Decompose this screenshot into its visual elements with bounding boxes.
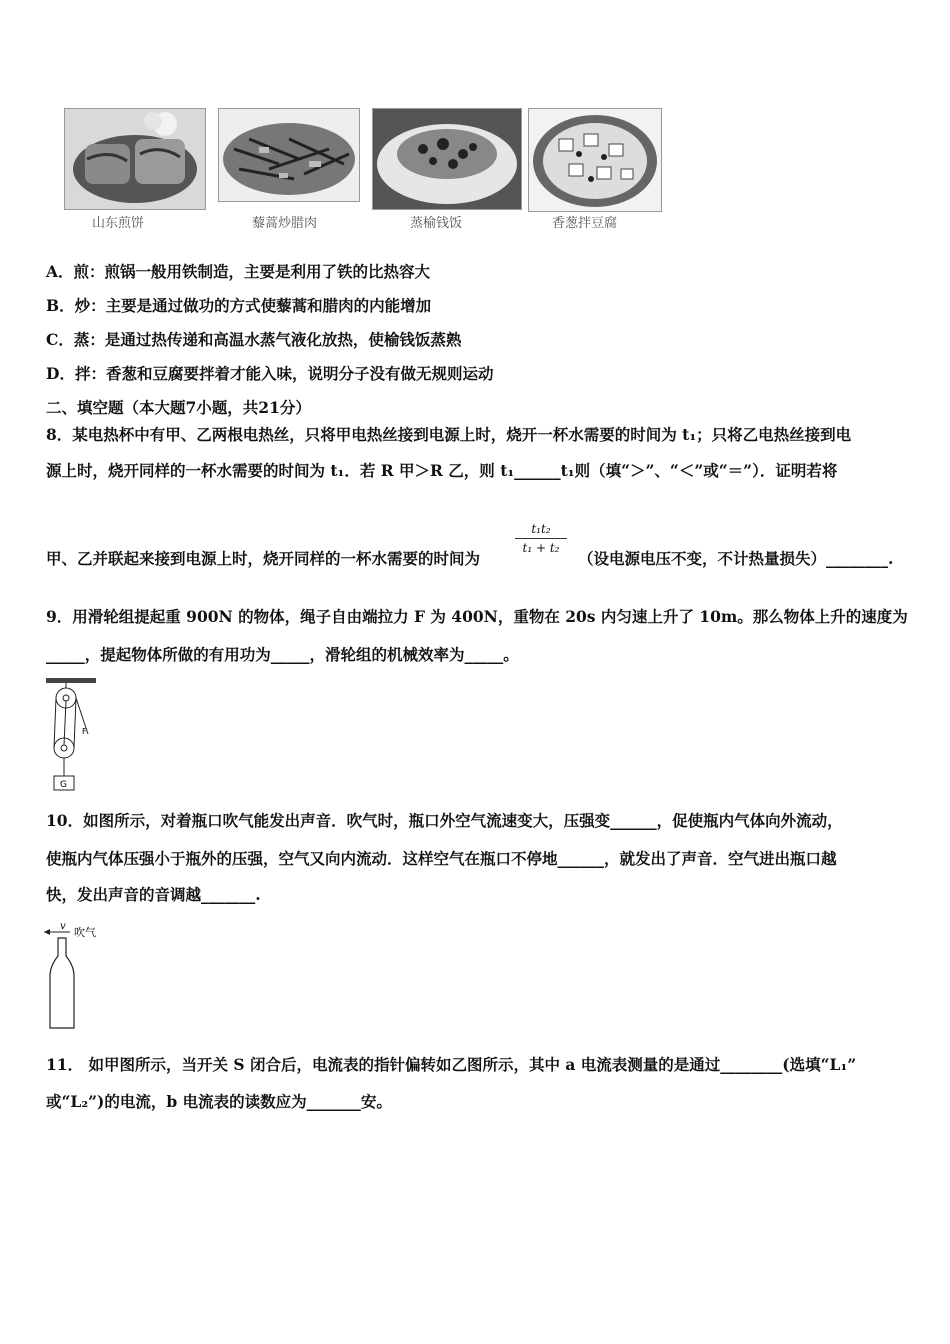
- q8-line-2: 源上时，烧开同样的一杯水需要的时间为 t₁．若 R 甲＞R 乙，则 t₁______t₁则（填“＞”、“＜”或“＝”）．证明若将: [46, 461, 838, 480]
- q8-fraction-denominator: t₁ + t₂: [522, 541, 560, 555]
- q9-line-2: _____，提起物体所做的有用功为_____，滑轮组的机械效率为_____。: [46, 645, 519, 664]
- q8-fraction-numerator: t₁t₂: [515, 522, 567, 539]
- pulley-system-figure: [42, 676, 102, 796]
- photo-scallion-tofu: [528, 108, 662, 212]
- blow-label: 吹气: [74, 926, 96, 939]
- q10-line-1: 10．如图所示，对着瓶口吹气能发出声音．吹气时，瓶口外空气流速变大，压强变______，促使瓶内气体向外流动，: [46, 811, 843, 830]
- bottle: [50, 938, 74, 1028]
- photo-steamed-elm-rice: [372, 108, 522, 210]
- q8-line-1: 8．某电热杯中有甲、乙两根电热丝，只将甲电热丝接到电源上时，烧开一杯水需要的时间为 t₁；只将乙电热丝接到电: [46, 425, 852, 444]
- caption-scallion-tofu: 香葱拌豆腐: [552, 216, 618, 231]
- caption-artemisia-bacon: 藜蒿炒腊肉: [252, 216, 318, 231]
- q10-line-2: 使瓶内气体压强小于瓶外的压强，空气又向内流动．这样空气在瓶口不停地______，就发出了声音．空气进出瓶口越: [46, 849, 837, 868]
- q8-line-3-after: （设电源电压不变，不计热量损失）________.: [578, 549, 894, 568]
- q8-line-3-before: 甲、乙并联起来接到电源上时，烧开同样的一杯水需要的时间为: [46, 549, 481, 568]
- q11-line-2: 或“L₂”)的电流，b 电流表的读数应为_______安。: [46, 1092, 392, 1111]
- caption-steamed-elm-rice: 蒸榆钱饭: [410, 216, 463, 231]
- option-a: A．煎：煎锅一般用铁制造，主要是利用了铁的比热容大: [46, 262, 431, 281]
- q11-line-1: 11． 如甲图所示，当开关 S 闭合后，电流表的指针偏转如乙图所示，其中 a 电流表测量的是通过________(选填“L₁”: [46, 1055, 857, 1074]
- option-d: D．拌：香葱和豆腐要拌着才能入味，说明分子没有做无规则运动: [46, 364, 494, 383]
- option-c: C．蒸：是通过热传递和高温水蒸气液化放热，使榆钱饭蒸熟: [46, 330, 462, 349]
- photo-artemisia-bacon: [218, 108, 360, 202]
- bottle-figure: [40, 918, 120, 1034]
- option-b: B．炒：主要是通过做功的方式使藜蒿和腊肉的内能增加: [46, 296, 432, 315]
- pulley-ceiling: [46, 678, 96, 683]
- q10-line-3: 快，发出声音的音调越_______.: [46, 885, 261, 904]
- caption-shandong-jianbing: 山东煎饼: [92, 216, 145, 231]
- section-heading: 二、填空题（本大题7小题，共21分）: [46, 398, 311, 417]
- pulley-label-g: G: [60, 780, 67, 790]
- q9-line-1: 9．用滑轮组提起重 900N 的物体，绳子自由端拉力 F 为 400N，重物在 20s 内匀速上升了 10m。那么物体上升的速度为: [46, 607, 908, 626]
- pulley-label-f: F: [82, 727, 87, 736]
- photo-shandong-jianbing: [64, 108, 206, 210]
- q8-fraction: [515, 522, 567, 555]
- velocity-label: v: [60, 921, 66, 932]
